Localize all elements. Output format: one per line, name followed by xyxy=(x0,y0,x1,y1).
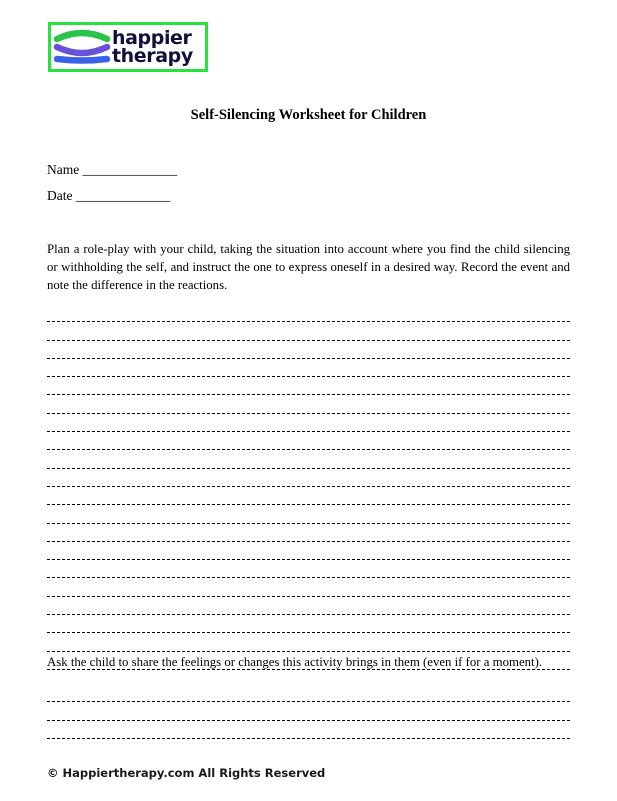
write-line[interactable] xyxy=(47,341,570,359)
write-line[interactable] xyxy=(47,377,570,395)
logo-waves-icon xyxy=(53,25,111,69)
write-line[interactable] xyxy=(47,633,570,651)
write-line[interactable] xyxy=(47,615,570,633)
write-line[interactable] xyxy=(47,721,570,739)
write-line[interactable] xyxy=(47,359,570,377)
write-line[interactable] xyxy=(47,304,570,322)
happier-therapy-logo xyxy=(48,22,208,72)
logo-wordmark xyxy=(111,26,205,67)
write-line[interactable] xyxy=(47,597,570,615)
write-line[interactable] xyxy=(47,450,570,468)
write-line[interactable] xyxy=(47,542,570,560)
page-title: Self-Silencing Worksheet for Children xyxy=(190,107,427,123)
writing-lines-bottom[interactable] xyxy=(47,684,570,739)
logo-text-happier: happier xyxy=(112,26,192,49)
instruction-paragraph-1: Plan a role-play with your child, taking the situation into account where you find the child silencing or withholding the self, and instruct the one to express oneself in a desired way. Record the event and note the difference in the reactions. xyxy=(47,242,570,292)
footer-copyright: © Happiertherapy.com All Rights Reserved xyxy=(47,766,326,780)
write-line[interactable] xyxy=(47,395,570,413)
write-line[interactable] xyxy=(47,432,570,450)
write-line[interactable] xyxy=(47,524,570,542)
name-field[interactable]: Name ______________ xyxy=(47,162,178,177)
write-line[interactable] xyxy=(47,469,570,487)
write-line[interactable] xyxy=(47,322,570,340)
date-field[interactable]: Date ______________ xyxy=(47,188,171,203)
write-line[interactable] xyxy=(47,578,570,596)
write-line[interactable] xyxy=(47,505,570,523)
writing-lines-main[interactable] xyxy=(47,304,570,670)
logo-text-therapy: therapy xyxy=(112,45,193,67)
write-line[interactable] xyxy=(47,487,570,505)
write-line[interactable] xyxy=(47,702,570,720)
instruction-paragraph-2: Ask the child to share the feelings or changes this activity brings in them (even if for a moment). xyxy=(47,655,543,669)
write-line[interactable] xyxy=(47,684,570,702)
write-line[interactable] xyxy=(47,560,570,578)
write-line[interactable] xyxy=(47,414,570,432)
